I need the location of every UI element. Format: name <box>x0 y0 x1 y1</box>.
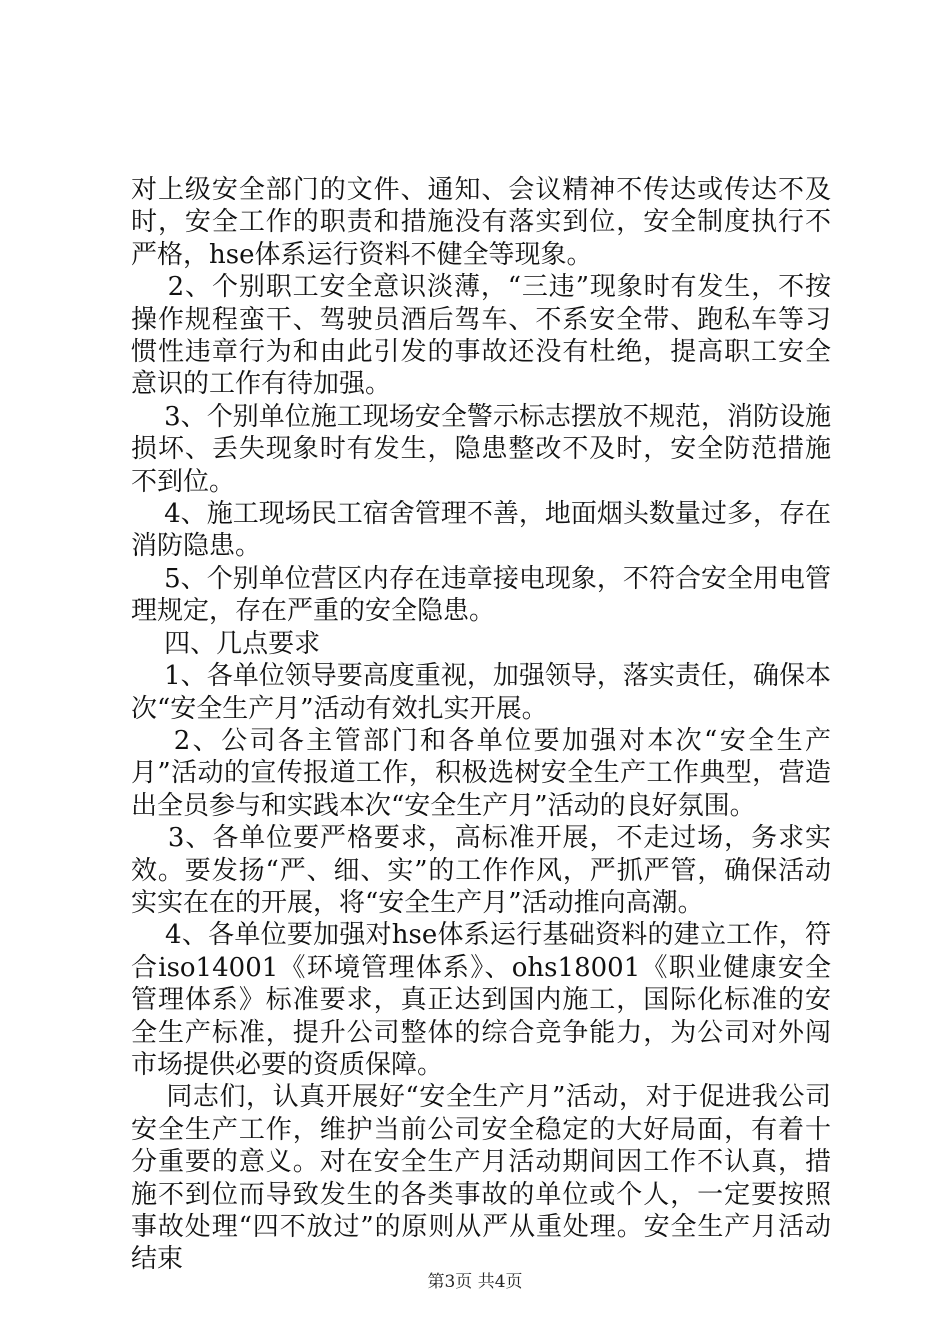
paragraph-item-3: 3、个别单位施工现场安全警示标志摆放不规范，消防设施损坏、丢失现象时有发生，隐患整改不及时，安全防范措施不到位。 <box>131 401 832 497</box>
requirement-item-1: 1、各单位领导要高度重视，加强领导，落实责任，确保本次“安全生产月”活动有效扎实开展。 <box>131 661 832 724</box>
requirement-item-2: 2、公司各主管部门和各单位要加强对本次“安全生产月”活动的宣传报道工作，积极选树安全生产工作典型，营造出全员参与和实践本次“安全生产月”活动的良好氛围。 <box>131 725 831 821</box>
paragraph-item-5: 5、个别单位营区内存在违章接电现象，不符合安全用电管理规定，存在严重的安全隐患。 <box>131 563 832 627</box>
closing-paragraph: 同志们，认真开展好“安全生产月”活动，对于促进我公司安全生产工作，维护当前公司安全稳定的大好局面，有着十分重要的意义。对在安全生产月活动期间因工作不认真，措施不到位而导致发生的各类事故的单位或个人，一定要按照事故处理“四不放过”的原则从严从重处理。安全生产月活动结束 <box>131 1082 832 1275</box>
document-body <box>131 174 831 1276</box>
requirement-item-3: 3、各单位要严格要求，高标准开展，不走过场，务求实效。要发扬“严、细、实”的工作作风，严抓严管，确保活动实实在在的开展，将“安全生产月”活动推向高潮。 <box>131 823 832 918</box>
paragraph-item-2: 2、个别职工安全意识淡薄，“三违”现象时有发生，不按操作规程蛮干、驾驶员酒后驾车、不系安全带、跑私车等习惯性违章行为和由此引发的事故还没有杜绝，提高职工安全意识的工作有待加强。 <box>131 272 831 400</box>
paragraph-item-4: 4、施工现场民工宿舍管理不善，地面烟头数量过多，存在消防隐患。 <box>131 499 832 562</box>
paragraph-continuation: 对上级安全部门的文件、通知、会议精神不传达或传达不及时，安全工作的职责和措施没有落实到位，安全制度执行不严格，hse体系运行资料不健全等现象。 <box>131 175 831 270</box>
requirement-item-4: 4、各单位要加强对hse体系运行基础资料的建立工作，符合iso14001《环境管理体系》、ohs18001《职业健康安全管理体系》标准要求，真正达到国内施工，国际化标准的安全生产标准，提升公司整体的综合竞争能力，为公司对外闯市场提供必要的资质保障。 <box>131 920 831 1080</box>
page-number-footer: 第3页 共4页 <box>427 1272 523 1292</box>
section-heading-requirements: 四、几点要求 <box>131 628 321 659</box>
